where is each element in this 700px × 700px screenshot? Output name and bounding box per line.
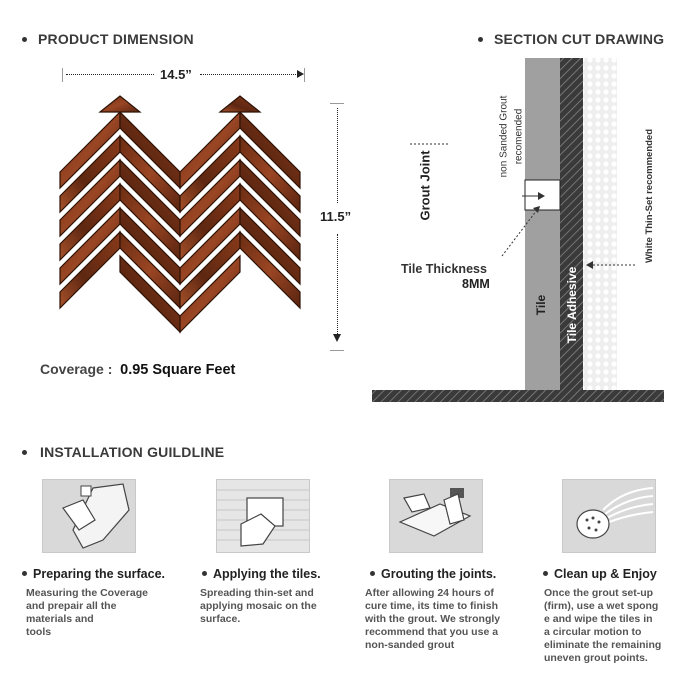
tile-adhesive-label: Tile Adhesive	[565, 266, 579, 344]
height-line-bottom	[337, 234, 338, 334]
step-1	[22, 565, 165, 583]
step-4-line: Once the grout set-up	[544, 587, 654, 599]
trowel-hand-icon	[217, 480, 309, 552]
step-2	[202, 565, 321, 583]
step-1-line: Measuring the Coverage	[26, 587, 148, 599]
step-3-body	[365, 587, 535, 652]
step-4-line: e and wipe the tiles in	[544, 613, 653, 625]
width-line-left	[66, 74, 154, 75]
tile-thickness-label: Tile Thickness	[401, 262, 487, 276]
step-1-title: Preparing the surface.	[33, 567, 165, 581]
width-label: 14.5”	[160, 67, 192, 82]
coverage-row	[40, 361, 235, 378]
step-bullet	[543, 571, 548, 576]
section-bullet	[22, 37, 27, 42]
product-dimension-heading: PRODUCT DIMENSION	[38, 31, 194, 47]
step-1-body	[26, 587, 186, 639]
step-4-body	[544, 587, 694, 665]
step-4-illustration	[562, 479, 656, 553]
step-4-line: a circular motion to	[544, 626, 642, 638]
width-tick-left	[62, 68, 63, 82]
grout-joint-label: Grout Joint	[417, 150, 433, 221]
step-2-illustration	[216, 479, 310, 553]
step-1-line: tools	[26, 626, 52, 638]
step-1-line: materials and	[26, 613, 94, 625]
step-3	[370, 565, 496, 583]
step-1-illustration	[42, 479, 136, 553]
step-2-line: Spreading thin-set and	[200, 587, 314, 599]
step-3-title: Grouting the joints.	[381, 567, 497, 581]
step-bullet	[202, 571, 207, 576]
grout-joint-label-wrap	[370, 150, 480, 221]
grout-float-icon	[390, 480, 482, 552]
step-2-line: surface.	[200, 613, 241, 625]
roller-hand-icon	[43, 480, 135, 552]
step-3-illustration	[389, 479, 483, 553]
coverage-value: 0.95 Square Feet	[120, 362, 236, 378]
step-3-line: After allowing 24 hours of	[365, 587, 494, 599]
step-3-line: cure time, its time to finish	[365, 600, 499, 612]
thinset-note: White Thin-Set recommended	[644, 128, 655, 264]
step-4-line: uneven grout points.	[544, 652, 648, 664]
step-1-line: and prepair all the	[26, 600, 117, 612]
width-tick-right	[304, 68, 305, 82]
coverage-label: Coverage :	[40, 361, 113, 377]
step-2-title: Applying the tiles.	[213, 567, 321, 581]
step-4-line: eliminate the remaining	[544, 639, 662, 651]
upper-tile	[525, 58, 560, 180]
height-label: 11.5”	[320, 209, 352, 224]
step-4-line: (firm), use a wet spong	[544, 600, 659, 612]
floor-base	[372, 390, 664, 402]
section-bullet	[478, 37, 483, 42]
grout-note-line1: non Sanded Grout	[498, 95, 510, 178]
sponge-wipe-icon	[563, 480, 655, 552]
height-line-top	[337, 108, 338, 203]
step-4-title: Clean up & Enjoy	[554, 567, 657, 581]
herringbone-tile-image	[56, 94, 304, 334]
height-tick-top	[330, 103, 344, 104]
tile-label: Tile	[534, 294, 548, 316]
step-bullet	[370, 571, 375, 576]
step-3-line: non-sanded grout	[365, 639, 455, 651]
grout-note-line2: recomended	[513, 108, 525, 165]
step-4	[543, 565, 657, 583]
section-cut-heading: SECTION CUT DRAWING	[494, 31, 665, 47]
height-tick-bottom	[330, 350, 344, 351]
step-3-line: recommend that you use a	[365, 626, 499, 638]
height-arrow-icon	[333, 334, 341, 342]
section-bullet	[22, 450, 27, 455]
step-3-line: with the grout. We strongly	[365, 613, 501, 625]
step-2-line: applying mosaic on the	[200, 600, 317, 612]
width-arrow-icon	[297, 70, 304, 78]
installation-heading: INSTALLATION GUILDLINE	[40, 444, 225, 460]
wall-substrate	[583, 58, 617, 390]
thickness-value: 8MM	[462, 277, 490, 291]
step-2-body	[200, 587, 360, 626]
step-bullet	[22, 571, 27, 576]
width-line-right	[200, 74, 298, 75]
